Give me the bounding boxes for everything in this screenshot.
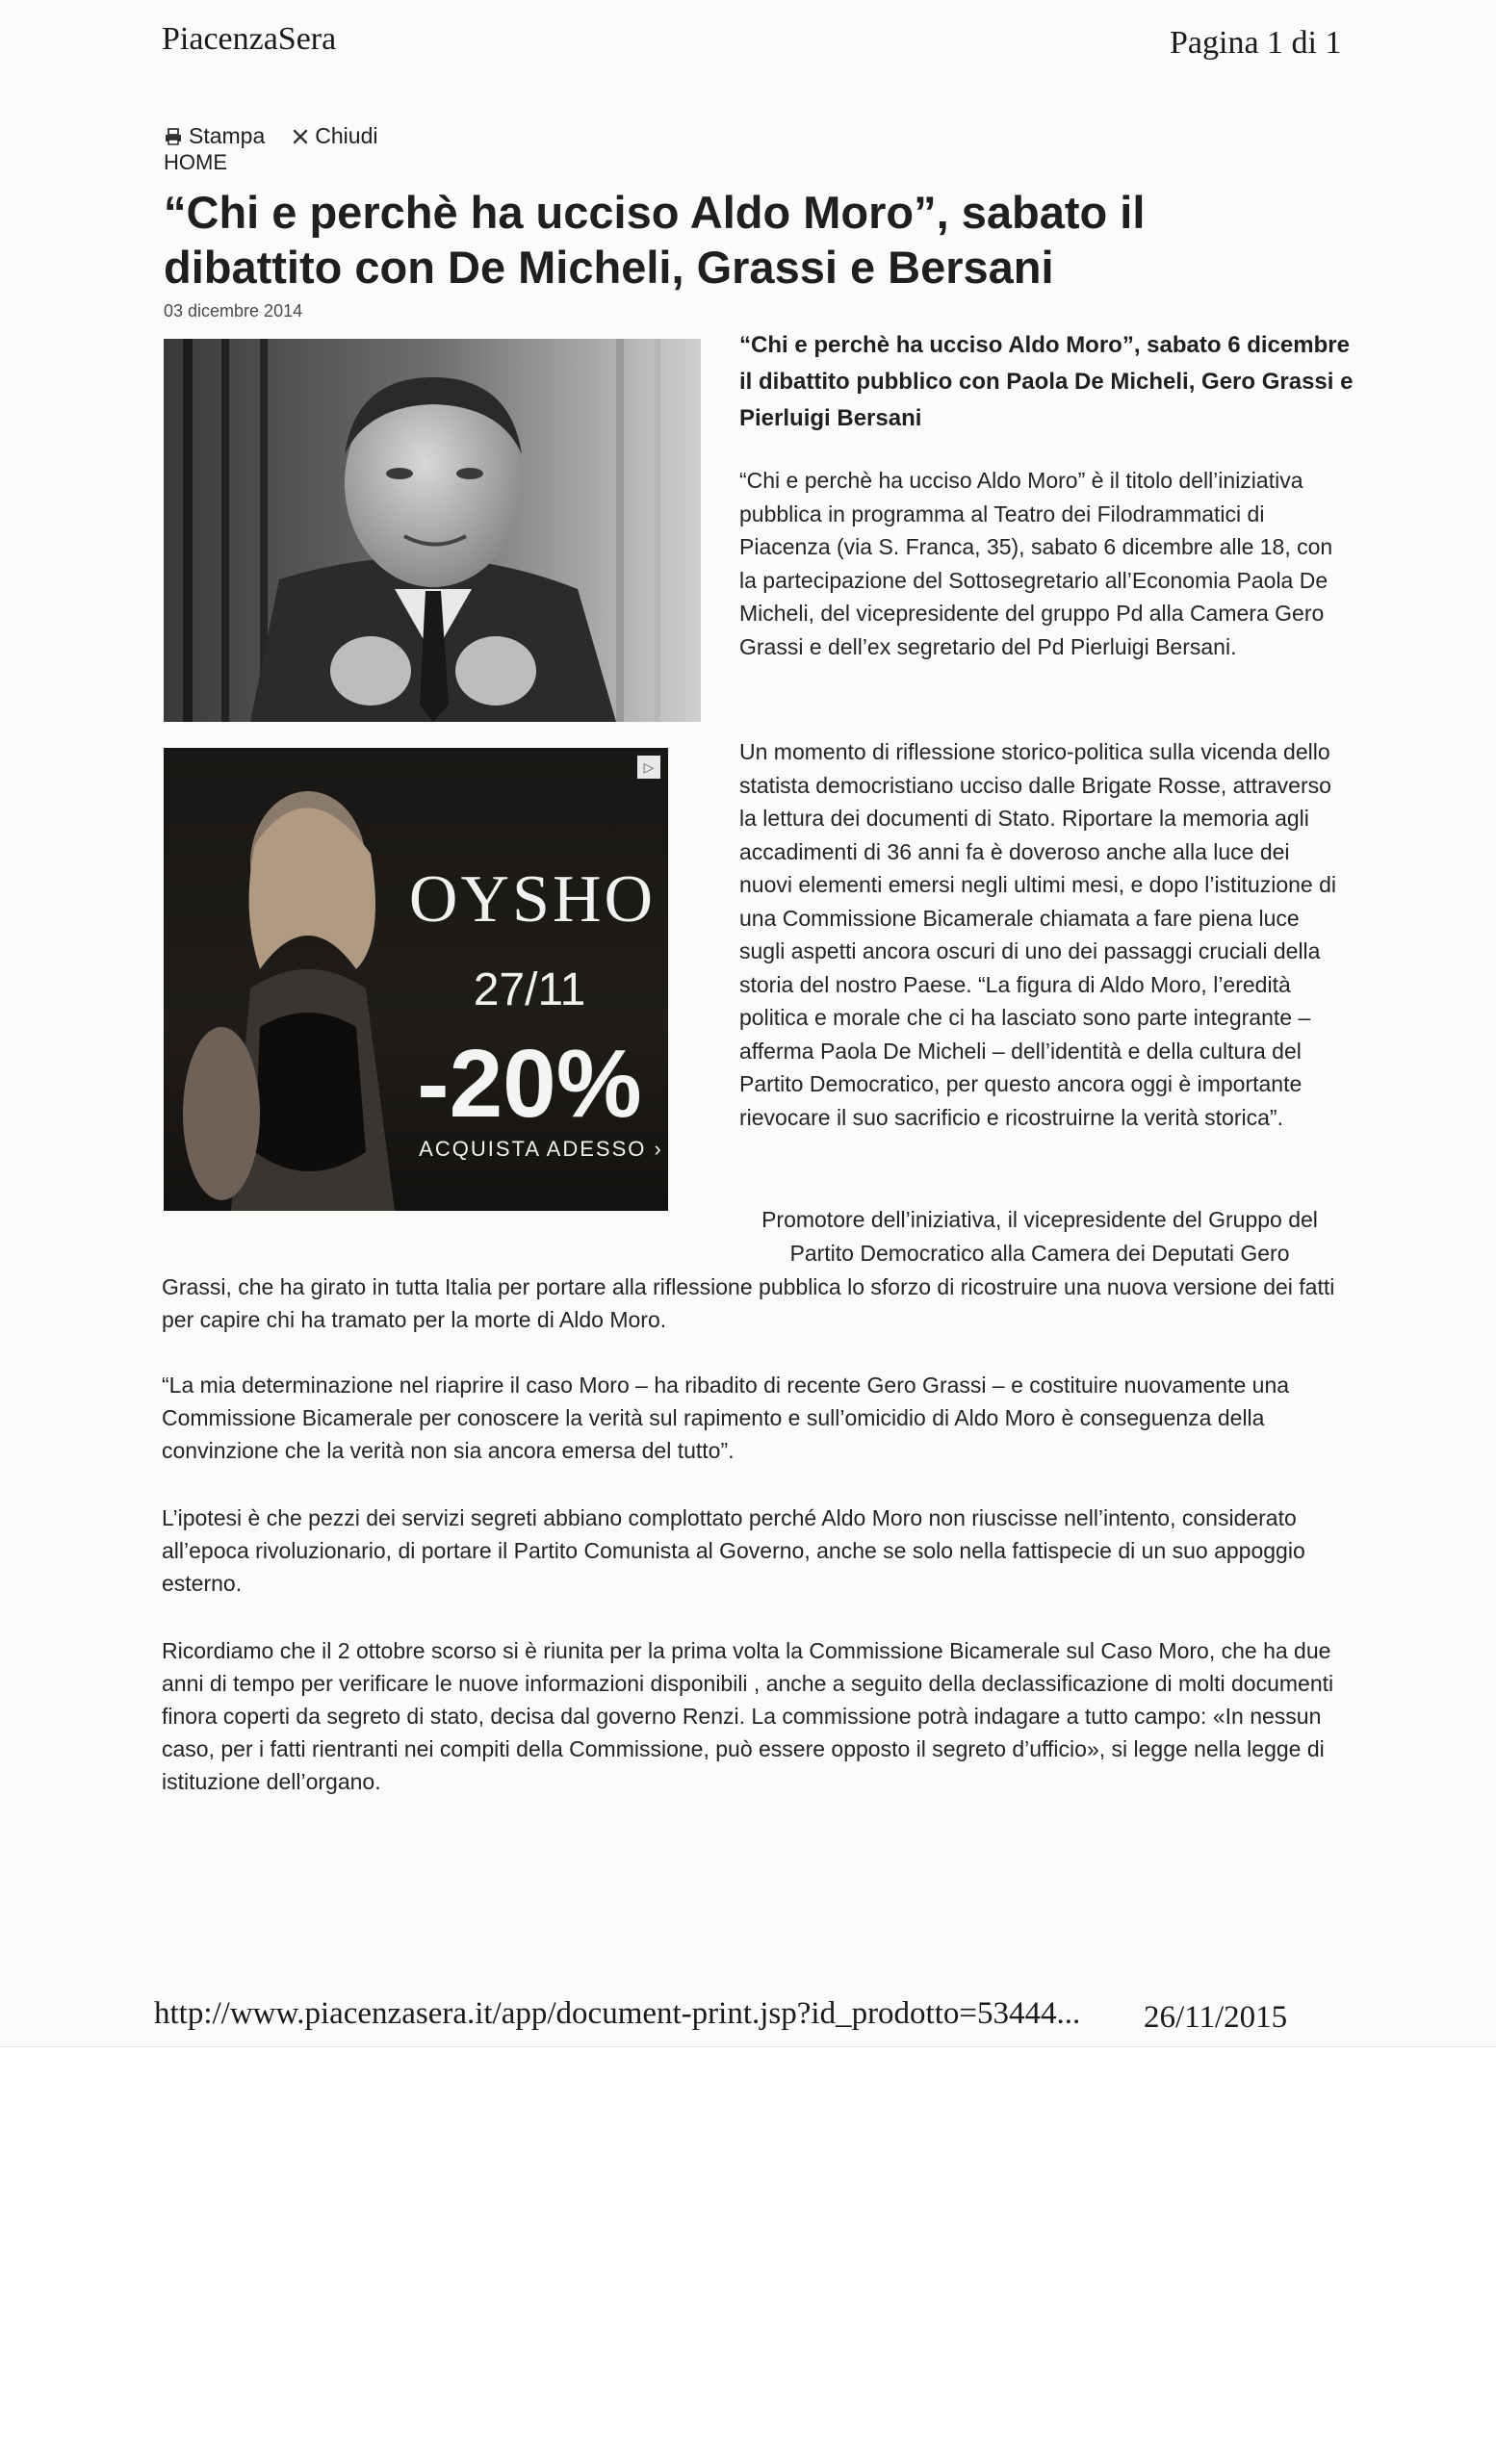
article-subtitle: “Chi e perchè ha ucciso Aldo Moro”, sabato 6 dicembre il dibattito pubblico con Paola De Micheli, Gero Grassi e Pierluigi Bersani (739, 332, 1354, 431)
blank-margin (0, 2047, 1496, 2464)
ad-brand: OYSHO (408, 862, 657, 937)
close-button[interactable] (292, 123, 377, 149)
ad-cta-button[interactable]: ACQUISTA ADESSO › (419, 1137, 663, 1161)
article-photo (164, 339, 701, 722)
portrait-image (164, 339, 701, 722)
article-date: 03 dicembre 2014 (164, 301, 303, 321)
article-title: “Chi e perchè ha ucciso Aldo Moro”, sabato il dibattito con De Micheli, Grassi e Bersani (164, 187, 1146, 293)
print-footer-url: http://www.piacenzasera.it/app/document-print.jsp?id_prodotto=53444... (154, 1996, 1081, 2031)
ad-discount: -20% (417, 1030, 642, 1138)
paragraph-commission: Ricordiamo che il 2 ottobre scorso si è riunita per la prima volta la Commissione Bicamerale sul Caso Moro, che ha due anni di tempo per verificare le nuove informazioni disponibili , anche a seguito della declassificazione di molti documenti finora coperti da segreto di stato, decisa dal governo Renzi. La commissione potrà indagare a tutto campo: «In nessun caso, per i fatti rientranti nei compiti della Commissione, può essere opposto il segreto d’ufficio», si legge nella legge di istituzione dell’organo. (162, 1638, 1334, 1794)
advertisement-banner[interactable] (164, 748, 668, 1211)
print-header-site: PiacenzaSera (162, 21, 337, 57)
close-label: Chiudi (315, 123, 378, 148)
close-x-icon (292, 128, 309, 145)
paragraph-promoter-start: Promotore dell’iniziativa, il vicepresidente del Gruppo del Partito Democratico alla Camera dei Deputati Gero (761, 1207, 1318, 1266)
print-button[interactable] (164, 123, 265, 149)
paragraph-grassi-quote: “La mia determinazione nel riaprire il caso Moro – ha ribadito di recente Gero Grassi – e costituire nuovamente una Commissione Bicamerale per conoscere la verità sul rapimento e sull’omicidio di Aldo Moro è conseguenza della convinzione che la verità non sia ancora emersa del tutto”. (162, 1373, 1290, 1463)
paragraph-promoter-rest: Grassi, che ha girato in tutta Italia per portare alla riflessione pubblica lo sforzo di ricostruire una nuova versione dei fatti per capire chi ha tramato per la morte di Aldo Moro. (162, 1274, 1335, 1332)
ad-date: 27/11 (473, 964, 586, 1015)
print-header-page-number: Pagina 1 di 1 (1170, 25, 1342, 61)
print-footer-date: 26/11/2015 (1144, 2000, 1288, 2035)
paragraph-intro: “Chi e perchè ha ucciso Aldo Moro” è il titolo dell’iniziativa pubblica in programma al Teatro dei Filodrammatici di Piacenza (via S. Franca, 35), sabato 6 dicembre alle 18, con la partecipazione del Sottosegretario all’Economia Paola De Micheli, del vicepresidente del gruppo Pd alla Camera Gero Grassi e dell’ex segretario del Pd Pierluigi Bersani. (739, 468, 1333, 659)
paragraph-reflection: Un momento di riflessione storico-politica sulla vicenda dello statista democristiano ucciso dalle Brigate Rosse, attraverso la lettura dei documenti di Stato. Riportare la memoria agli accadimenti di 36 anni fa è doveroso anche alla luce dei nuovi elementi emersi negli ultimi mesi, e dopo l’istituzione di una Commissione Bicamerale chiamata a fare piena luce sugli aspetti ancora oscuri di uno dei passaggi cruciali della storia del nostro Paese. “La figura di Aldo Moro, l’eredità politica e morale che ci ha lasciato sono parte integrante – afferma Paola De Micheli – dell’identità e della cultura del Partito Democratico, per questo ancora oggi è importante rievocare il suo sacrificio e ricostruirne la verità storica”. (739, 739, 1337, 1130)
printer-icon (164, 127, 183, 146)
print-label: Stampa (189, 123, 266, 148)
print-actions (164, 123, 404, 149)
paragraph-hypothesis: L’ipotesi è che pezzi dei servizi segreti abbiano complottato perché Aldo Moro non riuscisse nell’intento, considerato all’epoca rivoluzionario, di portare il Partito Comunista al Governo, anche se solo nella fattispecie di un suo appoggio esterno. (162, 1505, 1305, 1596)
ad-choices-icon[interactable]: ▷ (637, 756, 660, 779)
home-link[interactable]: HOME (164, 150, 227, 174)
